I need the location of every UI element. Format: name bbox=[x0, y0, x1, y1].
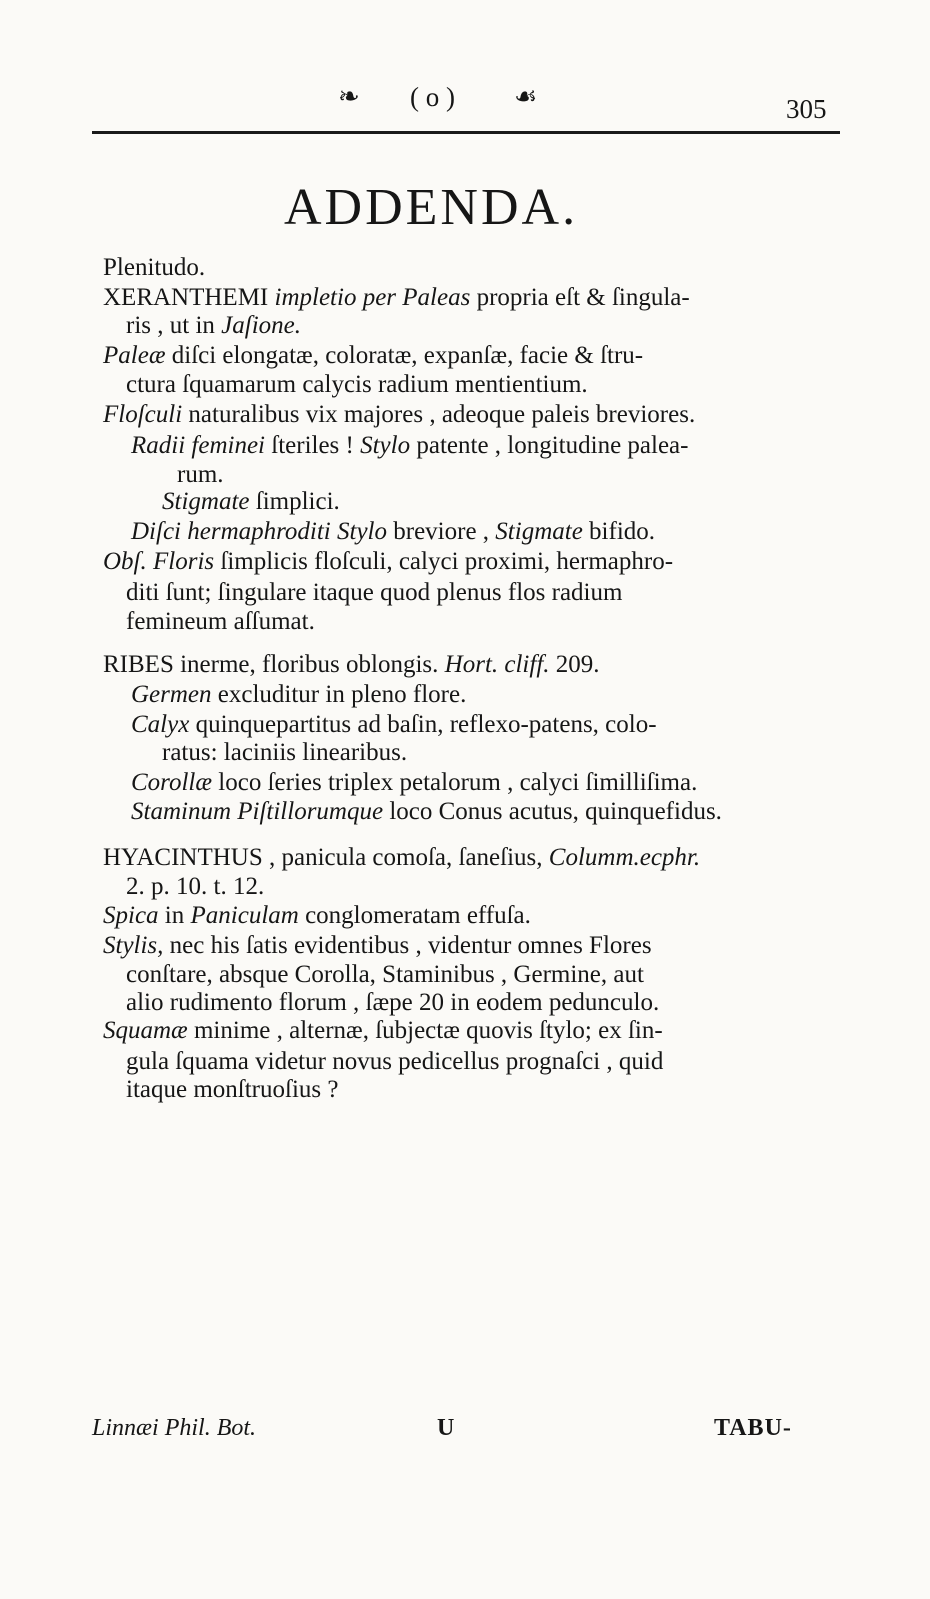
line-obs-cont-1: diti ſunt; ſingulare itaque quod plenus flos radium bbox=[126, 579, 623, 606]
signature-mark: U bbox=[437, 1415, 455, 1441]
line-radii: Radii feminei ſteriles ! Stylo patente , longitudine palea- bbox=[131, 432, 689, 459]
line-squamae-cont-1: gula ſquama videtur novus pedicellus prognaſci , quid bbox=[126, 1048, 664, 1075]
line-ribes: RIBES inerme, floribus oblongis. Hort. cliff. 209. bbox=[103, 651, 600, 678]
line-radii-cont: rum. bbox=[177, 461, 224, 488]
ornament-left: ❧ bbox=[338, 82, 360, 111]
line-squamae: Squamæ minime , alternæ, ſubjectæ quovis ſtylo; ex ſin- bbox=[103, 1017, 663, 1044]
line-paleae-cont: ctura ſquamarum calycis radium mentientium. bbox=[126, 371, 588, 398]
line-staminum: Staminum Piſtillorumque loco Conus acutus, quinquefidus. bbox=[131, 798, 722, 825]
page-number: 305 bbox=[786, 94, 827, 124]
line-stylis: Stylis, nec his ſatis evidentibus , videntur omnes Flores bbox=[103, 932, 652, 959]
page-title: ADDENDA. bbox=[284, 179, 579, 236]
line-obs-cont-2: femineum aſſumat. bbox=[126, 608, 315, 635]
line-spica: Spica in Paniculam conglomeratam effuſa. bbox=[103, 902, 531, 929]
line-stigmate: Stigmate ſimplici. bbox=[162, 488, 340, 515]
ornament-right: ☙ bbox=[514, 82, 538, 111]
catchword: TABU- bbox=[714, 1415, 792, 1441]
line-xeranthemi-cont: ris , ut in Jaſione. bbox=[126, 312, 301, 339]
line-calyx-cont: ratus: laciniis linearibus. bbox=[162, 739, 408, 766]
line-squamae-cont-2: itaque monſtruoſius ? bbox=[126, 1076, 339, 1103]
line-obs: Obſ. Floris ſimplicis floſculi, calyci proximi, hermaphro- bbox=[103, 548, 674, 575]
line-xeranthemi: XERANTHEMI impletio per Paleas propria eſt & ſingula- bbox=[103, 284, 690, 311]
running-head: ( o ) bbox=[410, 82, 455, 112]
line-plenitudo: Plenitudo. bbox=[103, 254, 206, 281]
line-hyacinthus: HYACINTHUS , panicula comoſa, ſaneſius, Columm.ecphr. bbox=[103, 844, 701, 871]
line-corollae: Corollæ loco ſeries triplex petalorum , calyci ſimilliſima. bbox=[131, 769, 698, 796]
header-rule bbox=[92, 131, 840, 134]
footer-title: Linnæi Phil. Bot. bbox=[92, 1415, 257, 1441]
line-stylis-cont-2: alio rudimento florum , ſæpe 20 in eodem pedunculo. bbox=[126, 989, 660, 1016]
line-germen: Germen excluditur in pleno flore. bbox=[131, 681, 467, 708]
line-hyacinthus-cont: 2. p. 10. t. 12. bbox=[126, 873, 265, 900]
line-calyx: Calyx quinquepartitus ad baſin, reflexo-patens, colo- bbox=[131, 711, 657, 738]
line-paleae: Paleæ diſci elongatæ, coloratæ, expanſæ, facie & ſtru- bbox=[103, 342, 644, 369]
line-disci: Diſci hermaphroditi Stylo breviore , Stigmate bifido. bbox=[131, 518, 656, 545]
line-stylis-cont-1: conſtare, absque Corolla, Staminibus , Germine, aut bbox=[126, 961, 644, 988]
line-flosculi: Floſculi naturalibus vix majores , adeoque paleis breviores. bbox=[103, 401, 696, 428]
